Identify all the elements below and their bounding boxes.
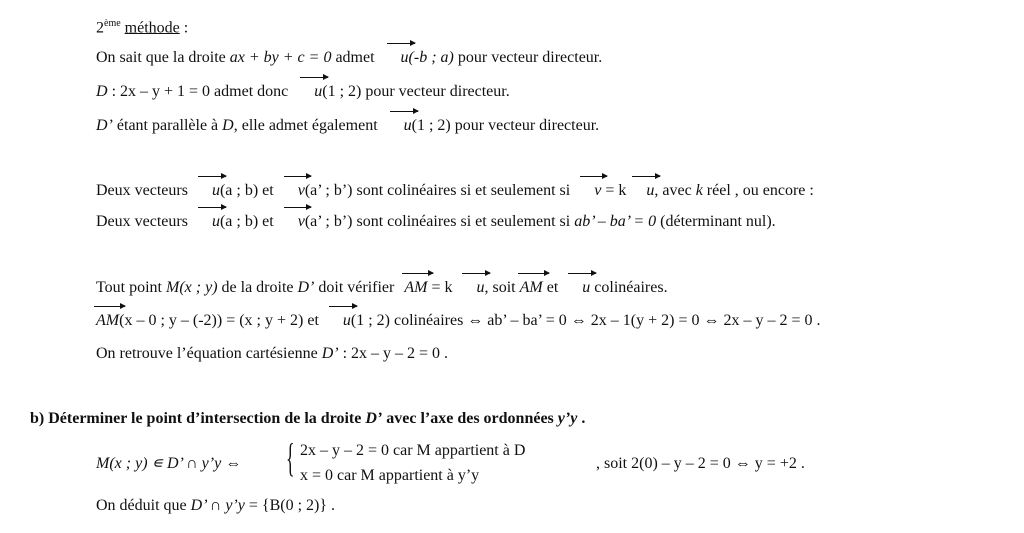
vector-u: u [211, 213, 220, 230]
section-heading [96, 14, 188, 38]
qb5: . [577, 410, 586, 427]
s3a: x = 0 car M appartient à y’y [300, 467, 480, 484]
heading-superscript: ème [104, 18, 121, 29]
t4a: Deux vecteurs [96, 182, 192, 199]
t6i: colinéaires. [590, 279, 668, 296]
t2b: : 2x – y + 1 = 0 admet donc [107, 83, 293, 100]
t1b: ax + by + c = 0 [229, 49, 332, 66]
text-line-6 [96, 278, 668, 298]
text-line-4 [96, 181, 814, 201]
system-result [596, 454, 805, 474]
t4d: = k [601, 182, 631, 199]
system-left [96, 454, 241, 474]
qb3: avec l’axe des ordonnées [382, 410, 558, 427]
vector-u: u [403, 117, 412, 134]
heading-colon: : [179, 19, 189, 37]
text-line-3 [96, 116, 599, 136]
t4e: , avec [654, 182, 696, 199]
qb1: b) Déterminer le point d’intersection de la droite [30, 410, 366, 427]
system-eq-2 [300, 466, 479, 486]
vector-u: u [646, 182, 655, 199]
vector-u: u [314, 83, 323, 100]
t2c: (1 ; 2) pour vecteur directeur. [322, 83, 510, 100]
vector-u: u [582, 279, 591, 296]
f3: = {B(0 ; 2)} . [244, 497, 336, 514]
vector-u: u [211, 182, 220, 199]
f1: On déduit que [96, 497, 191, 514]
text-line-2 [96, 82, 510, 102]
s2a: 2x – y – 2 = 0 car M appartient à D [300, 442, 526, 459]
t6f: = k [427, 279, 457, 296]
t6d: D’ [297, 279, 315, 296]
t1a: On sait que la droite [96, 49, 230, 66]
vector-v: v [297, 213, 305, 230]
vector-u: u [400, 49, 409, 66]
t4f: k [695, 182, 703, 199]
t5b: (a ; b) et [219, 213, 278, 230]
t4c: (a’ ; b’) sont colinéaires si et seulement si [304, 182, 575, 199]
vector-u: u [342, 312, 351, 329]
t2a: D [96, 83, 108, 100]
vector-u: u [476, 279, 485, 296]
t7b: (1 ; 2) colinéaires ⇔ ab’ – ba’ = 0 ⇔ 2x – 1(y + 2) = 0 ⇔ 2x – y – 2 = 0 . [350, 312, 821, 329]
f2: D’ ∩ y’y [190, 497, 245, 514]
t4g: réel , ou encore : [702, 182, 814, 199]
t8c: : 2x – y – 2 = 0 . [338, 345, 449, 362]
heading-word: méthode [124, 19, 180, 37]
s1a: M(x ; y) ∊ D’ ∩ y’y ⇔ [96, 455, 242, 472]
heading-number: 2 [96, 19, 104, 37]
t4b: (a ; b) et [219, 182, 278, 199]
t3a: D’ [96, 117, 113, 134]
s4a: , soit 2(0) – y – 2 = 0 ⇔ y = +2 . [596, 455, 805, 472]
t5a: Deux vecteurs [96, 213, 192, 230]
question-b [30, 409, 585, 429]
t8b: D’ [321, 345, 339, 362]
qb2: D’ [365, 410, 383, 427]
t3c: D [222, 117, 234, 134]
vector-v: v [297, 182, 305, 199]
vector-am: AM [519, 279, 543, 296]
t3d: , elle admet également [233, 117, 382, 134]
conclusion [96, 496, 335, 516]
t7a: (x – 0 ; y – (-2)) = (x ; y + 2) et [119, 312, 323, 329]
t5c: (a’ ; b’) sont colinéaires si et seulement si [304, 213, 575, 230]
qb4: y’y [557, 410, 578, 427]
t5d: ab’ – ba’ = 0 [574, 213, 657, 230]
text-line-5 [96, 212, 776, 232]
t3b: étant parallèle à [112, 117, 223, 134]
t1d: (-b ; a) [408, 49, 454, 66]
t3e: (1 ; 2) pour vecteur directeur. [411, 117, 600, 134]
text-line-1 [96, 48, 602, 68]
text-line-8 [96, 344, 448, 364]
t6h: et [542, 279, 563, 296]
t6e: doit vérifier [314, 279, 399, 296]
t6b: M(x ; y) [166, 279, 218, 296]
t1c: admet [331, 49, 379, 66]
vector-am: AM [96, 312, 120, 329]
vector-v: v [594, 182, 602, 199]
system-eq-1 [300, 441, 525, 461]
t1e: pour vecteur directeur. [453, 49, 603, 66]
t6a: Tout point [96, 279, 166, 296]
vector-am: AM [404, 279, 428, 296]
t8a: On retrouve l’équation cartésienne [96, 345, 322, 362]
t6g: , soit [484, 279, 520, 296]
t6c: de la droite [217, 279, 298, 296]
t5e: (déterminant nul). [656, 213, 776, 230]
system-brace-icon: { [286, 435, 295, 480]
text-line-7 [96, 311, 821, 331]
